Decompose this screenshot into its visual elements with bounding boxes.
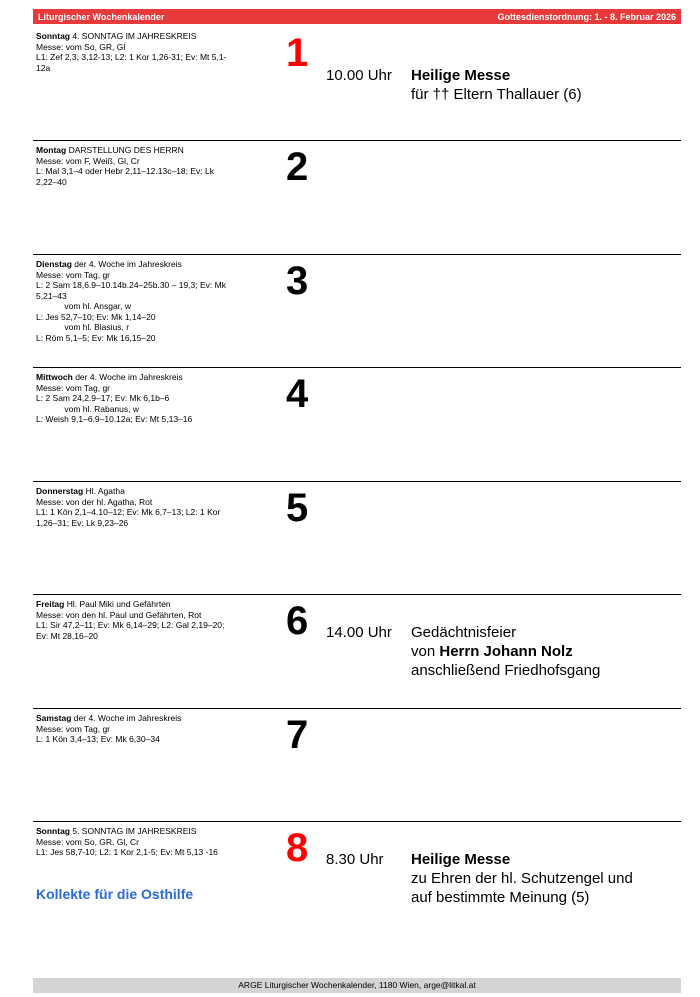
day-name: Mittwoch xyxy=(36,372,73,382)
day-name: Samstag xyxy=(36,713,72,723)
day-block-1 xyxy=(33,27,681,140)
day-block-7 xyxy=(33,708,681,821)
header-title: Liturgischer Wochenkalender xyxy=(38,11,165,22)
day-name: Sonntag xyxy=(36,31,70,41)
liturgy-line: vom hl. Blasius, r xyxy=(36,322,130,332)
liturgy-line: L: 1 Kön 3,4–13; Ev: Mk 6,30–34 xyxy=(36,734,160,744)
liturgy-line: vom hl. Ansgar, w xyxy=(36,301,131,311)
liturgy-info xyxy=(36,599,258,641)
day-number: 3 xyxy=(286,259,309,303)
footer-bar: ARGE Liturgischer Wochenkalender, 1180 Wien, arge@litkal.at xyxy=(33,978,681,993)
liturgy-line: L1: 1 Kön 2,1–4.10–12; Ev: Mk 6,7–13; L2: 1 Kor xyxy=(36,507,221,517)
header-bar xyxy=(33,9,681,24)
service-time: 8.30 Uhr xyxy=(326,851,384,868)
collection-note: Kollekte für die Osthilfe xyxy=(36,886,194,902)
liturgy-line: Ev: Mt 28,16–20 xyxy=(36,630,98,641)
day-number: 5 xyxy=(286,486,309,530)
liturgy-line: Messe: vom So, GR, Gl, Cr xyxy=(36,836,139,847)
liturgy-line: vom hl. Rabanus, w xyxy=(36,403,139,414)
liturgy-line: Messe: vom F, Weiß, Gl, Cr xyxy=(36,155,140,166)
day-name: Montag xyxy=(36,145,67,155)
liturgy-line: Messe: von der hl. Agatha, Rot xyxy=(36,496,153,507)
liturgy-info xyxy=(36,486,258,528)
liturgy-line: Messe: vom Tag, gr xyxy=(36,723,111,734)
event-detail: anschließend Friedhofsgang xyxy=(411,662,601,679)
liturgy-line: L: Mal 3,1–4 oder Hebr 2,11–12.13c–18; Ev: Lk xyxy=(36,166,214,176)
liturgy-line: L1: Sir 47,2–11; Ev: Mk 6,14–29; L2: Gal 2,19–20; xyxy=(36,620,225,630)
day-feast: 4. SONNTAG IM JAHRESKREIS xyxy=(70,31,197,41)
liturgy-info xyxy=(36,259,258,343)
event-detail: auf bestimmte Meinung (5) xyxy=(411,889,590,906)
liturgy-line: L: 2 Sam 18,6.9–10.14b.24–25b.30 – 19,3; Ev: Mk xyxy=(36,280,226,290)
service-time: 10.00 Uhr xyxy=(326,67,392,84)
liturgy-info xyxy=(36,713,258,745)
day-feast: DARSTELLUNG DES HERRN xyxy=(66,145,184,155)
event-detail-prefix: von xyxy=(411,643,440,660)
event-title: Heilige Messe xyxy=(411,851,511,868)
service-event xyxy=(411,850,679,907)
day-number: 8 xyxy=(286,826,309,870)
liturgy-line: 12a xyxy=(36,62,51,73)
day-block-5 xyxy=(33,481,681,594)
event-detail: für †† Eltern Thallauer (6) xyxy=(411,86,582,103)
day-block-4 xyxy=(33,367,681,480)
liturgy-line: 5,21–43 xyxy=(36,290,67,301)
day-feast: der 4. Woche im Jahreskreis xyxy=(71,259,182,269)
day-feast: der 4. Woche im Jahreskreis xyxy=(71,713,182,723)
day-number: 4 xyxy=(286,372,309,416)
day-feast: der 4. Woche im Jahreskreis xyxy=(72,372,183,382)
day-number: 7 xyxy=(286,713,309,757)
liturgy-info xyxy=(36,372,258,425)
liturgy-line: L: 2 Sam 24,2.9–17; Ev: Mk 6,1b–6 xyxy=(36,393,170,403)
event-title: Gedächtnisfeier xyxy=(411,624,517,641)
event-person-name: Herrn Johann Nolz xyxy=(439,643,573,660)
day-block-3 xyxy=(33,254,681,367)
day-feast: Hl. Paul Miki und Gefährten xyxy=(64,599,171,609)
liturgy-line: Messe: vom Tag, gr xyxy=(36,382,111,393)
day-name: Freitag xyxy=(36,599,65,609)
liturgy-line: L1: Zef 2,3; 3,12-13; L2: 1 Kor 1,26-31; Ev: Mt 5,1- xyxy=(36,52,227,62)
event-detail: zu Ehren der hl. Schutzengel und xyxy=(411,870,633,887)
liturgy-line: L1: Jes 58,7-10; L2: 1 Kor 2,1-5; Ev: Mt 5,13 -16 xyxy=(36,847,218,857)
day-name: Dienstag xyxy=(36,259,72,269)
liturgy-line: Messe: vom Tag, gr xyxy=(36,269,111,280)
liturgy-line: L: Jes 52,7–10; Ev: Mk 1,14–20 xyxy=(36,311,156,322)
liturgy-info xyxy=(36,31,258,73)
day-block-6 xyxy=(33,594,681,707)
service-event xyxy=(411,66,679,104)
liturgy-line: Messe: von den hl. Paul und Gefährten, Rot xyxy=(36,609,202,620)
day-name: Donnerstag xyxy=(36,486,84,496)
event-title: Heilige Messe xyxy=(411,67,511,84)
liturgy-info xyxy=(36,826,258,858)
day-number: 6 xyxy=(286,599,309,643)
day-feast: 5. SONNTAG IM JAHRESKREIS xyxy=(70,826,197,836)
service-time: 14.00 Uhr xyxy=(326,624,392,641)
liturgy-info xyxy=(36,145,258,187)
day-block-8 xyxy=(33,821,681,971)
liturgy-line: 2,22–40 xyxy=(36,176,67,187)
service-event xyxy=(411,623,679,680)
liturgy-line: 1,26–31; Ev: Lk 9,23–26 xyxy=(36,517,129,528)
header-date-range: Gottesdienstordnung: 1. - 8. Februar 2026 xyxy=(497,11,676,22)
day-block-2 xyxy=(33,140,681,253)
day-feast: Hl. Agatha xyxy=(83,486,125,496)
liturgy-line: L: Weish 9,1–6.9–10.12a; Ev: Mt 5,13–16 xyxy=(36,414,193,424)
day-name: Sonntag xyxy=(36,826,70,836)
day-number: 2 xyxy=(286,145,309,189)
liturgy-line: L: Röm 5,1–5; Ev: Mk 16,15–20 xyxy=(36,332,156,343)
liturgy-line: Messe: vom So, GR, Gl xyxy=(36,41,126,52)
day-number: 1 xyxy=(286,31,309,75)
